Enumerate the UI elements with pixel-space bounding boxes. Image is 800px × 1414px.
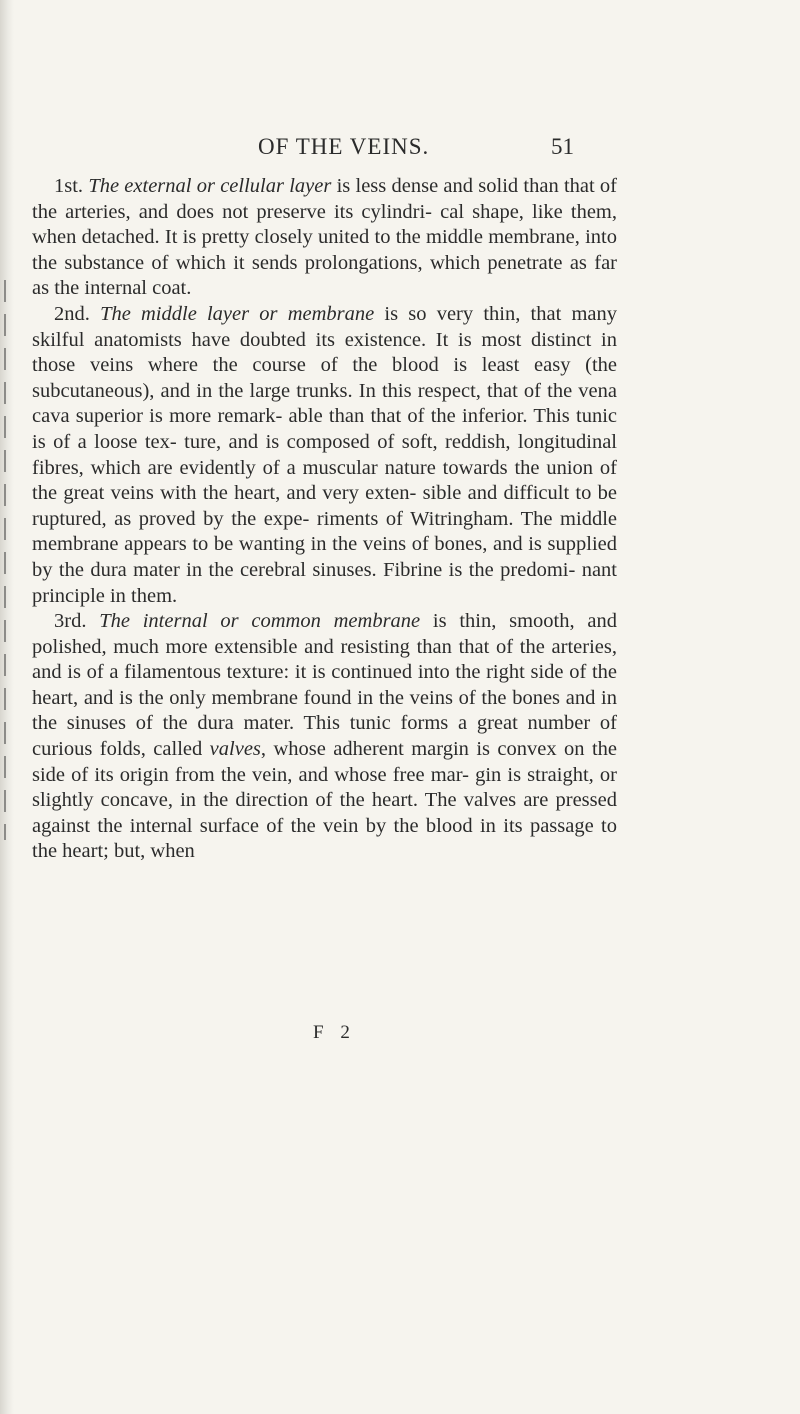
body-text (32, 174, 617, 865)
paragraph-number: 1st. (54, 175, 84, 197)
paragraph-number: 2nd. (54, 302, 90, 325)
paragraph-title: The middle layer or membrane (100, 302, 375, 325)
paragraph-text: is thin, smooth, and polished, much more extensible and resisting than that of the arteries, and is of a filamentous texture: it is continued into the right side of the heart, and is the only membrane found in the veins of the bones and in the sinuses of the dura mater. This tunic forms a great number of curious folds, called (32, 610, 617, 761)
paragraph-middle-layer (32, 302, 617, 609)
paragraph-text: is less dense and solid than that of the arteries, and does not preserve its cylindri- cal shape, like them, when detached. It is pretty closely united to the middle membrane, into the substance of which it sends prolongations, which penetrate as far as the internal coat. (32, 175, 618, 300)
paragraph-title: The internal or common membrane (99, 610, 421, 633)
italic-term: valves (209, 738, 261, 761)
page-header (0, 134, 800, 164)
gutter-binding-marks (4, 280, 6, 840)
paragraph-internal-membrane (32, 609, 617, 865)
paragraph-text: is so very thin, that many skilful anatomists have doubted its existence. It is most distinct in those veins where the course of the blood is least easy (the subcutaneous), and in the large trunks. In this respect, that of the vena cava superior is more remark- able than that of the inferior. This tunic is of a loose tex- ture, and is composed of soft, reddish, longitudinal fibres, which are evidently of a muscular nature towards the union of the great veins with the heart, and very exten- sible and difficult to be ruptured, as proved by the expe- riments of Witringham. The middle membrane appears to be wanting in the veins of bones, and is supplied by the dura mater in the cerebral sinuses. Fibrine is the predomi- nant principle in them. (32, 302, 617, 607)
running-head: OF THE VEINS. (258, 134, 430, 159)
signature-mark: F 2 (313, 1022, 356, 1043)
paragraph-text-continued: , whose adherent margin is convex on the side of its origin from the vein, and whose free mar- gin is straight, or slightly concave, in the direction of the heart. The valves are pressed against the internal surface of the vein by the blood in its passage to the heart; but, when (32, 738, 618, 863)
paragraph-external-layer (32, 174, 617, 302)
paragraph-number: 3rd. (54, 610, 87, 633)
page-gutter-shadow (0, 0, 14, 1414)
page-number: 51 (551, 134, 574, 159)
paragraph-title: The external or cellular layer (88, 175, 332, 197)
